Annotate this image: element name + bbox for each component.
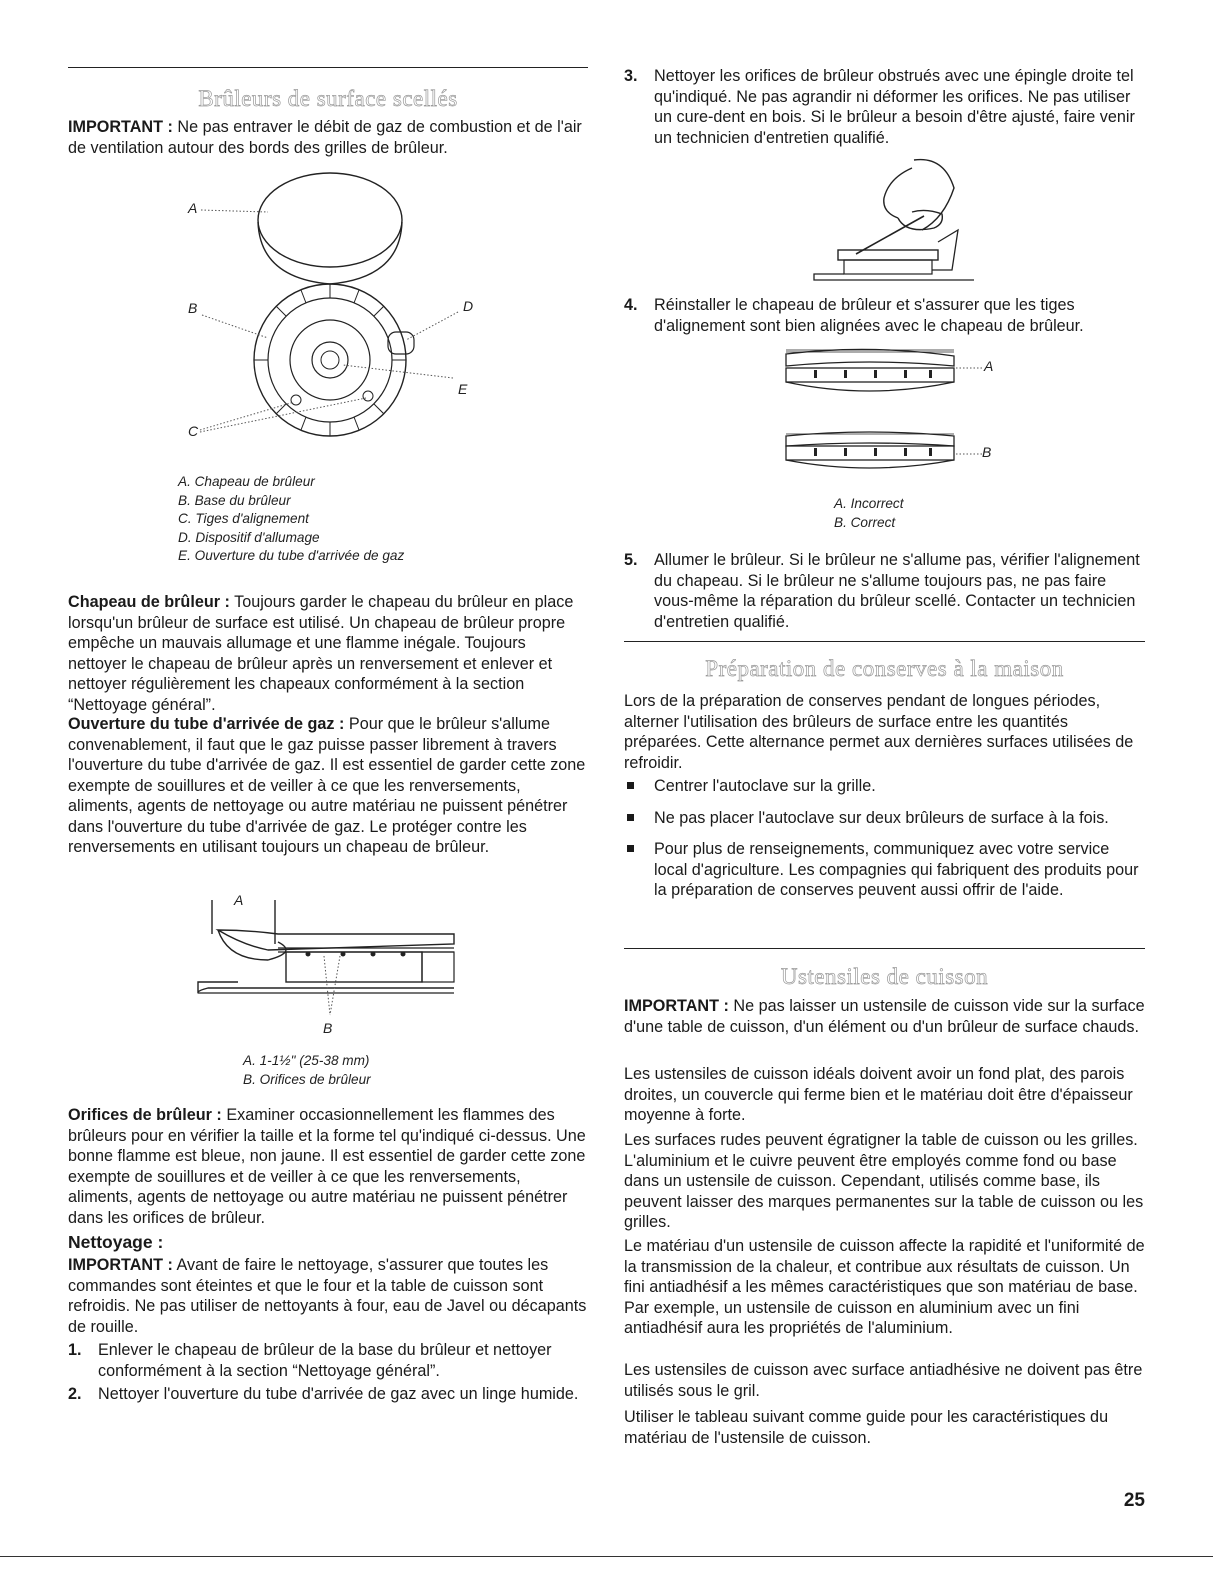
step-number: 1.: [68, 1341, 82, 1359]
important-note: [68, 117, 588, 158]
cleaning-heading: Nettoyage :: [68, 1232, 164, 1252]
canning-intro: Lors de la préparation de conserves pendant de longues périodes, alterner l'utilisation des brûleurs de surface entre les quantités préparées. Cette alternance permet aux dernières surfaces utilisées de refroidir.: [624, 692, 1134, 772]
alignment-caption-b: B. Correct: [834, 514, 896, 530]
burner-parts-illustration: [68, 160, 588, 470]
cookware-paragraph-3: Le matériau d'un ustensile de cuisson affecte la rapidité et l'uniformité de la transmission de la chaleur, et contribue aux résultats de cuisson. Un fini antiadhésif a les mêmes caractéristiques que son matériau de base. Par exemple, un ustensile de cuisson en aluminium avec un fini antiadhésif aura les propriétés de l'aluminium.: [624, 1237, 1145, 1337]
alignment-captions: [834, 495, 904, 532]
canning-bullet-1: [624, 776, 1145, 797]
bullet-text: Centrer l'autoclave sur la grille.: [654, 777, 876, 795]
alignment-caption-a: A. Incorrect: [834, 496, 904, 511]
bullet-square: [627, 845, 634, 852]
cleaning-step-5: [624, 550, 1145, 632]
section-title-sealed-burners: Brûleurs de surface scellés: [198, 86, 458, 111]
step-number: 4.: [624, 296, 638, 314]
canning-bullet-2: [624, 808, 1145, 829]
pin-cleaning-illustration: [794, 158, 994, 284]
caption-d: D. Dispositif d'allumage: [178, 529, 320, 545]
cleaning-steps-left: [68, 1340, 588, 1405]
bullet-text: Pour plus de renseignements, communiquez avec votre service local d'agriculture. Les compagnies qui fabriquent des produits pour la préparation de conserves peuvent aussi offrir de l'aide.: [654, 840, 1139, 899]
section-rule: [624, 641, 1145, 642]
cap-height-illustration: [68, 890, 588, 1040]
cleaning-step-3: [624, 66, 1145, 148]
cookware-paragraph-1: Les ustensiles de cuisson idéals doivent avoir un fond plat, des parois droites, un couvercle qui ferme bien et le matériau doit être d'épaisseur moyenne à forte.: [624, 1065, 1133, 1124]
burner-parts-figure: [68, 160, 588, 470]
caption2-a: A. 1-1½" (25-38 mm): [243, 1053, 370, 1068]
step-text: Enlever le chapeau de brûleur de la base du brûleur et nettoyer conformément à la section “Nettoyage général”.: [98, 1341, 552, 1380]
cleaning-important-text: Avant de faire le nettoyage, s'assurer que toutes les commandes sont éteintes et que le four et la table de cuisson sont refroidis. Ne pas utiliser de nettoyants à four, eau de Javel ou décapants de rouille.: [68, 1256, 587, 1336]
step-text: Réinstaller le chapeau de brûleur et s'assurer que les tiges d'alignement sont bien alignées avec le chapeau de brûleur.: [654, 296, 1084, 335]
cleaning-important-label: IMPORTANT :: [68, 1256, 173, 1274]
figure-label-c: C: [188, 423, 199, 439]
important-label: IMPORTANT :: [68, 118, 173, 136]
cap-alignment-illustration: [774, 342, 1014, 492]
caption-b: B. Base du brûleur: [178, 492, 291, 508]
cleaning-step-4-list: [624, 295, 1145, 336]
cleaning-step-5-list: [624, 550, 1145, 632]
section-title-canning: Préparation de conserves à la maison: [705, 656, 1064, 681]
step-text: Allumer le brûleur. Si le brûleur ne s'allume pas, vérifier l'alignement du chapeau. Si le brûleur ne s'allume toujours pas, ne pas faire vous-même la réparation du brûleur scellé. Contacter un technicien d'entretien qualifié.: [654, 551, 1140, 631]
step-text: Nettoyer les orifices de brûleur obstrués avec une épingle droite tel qu'indiqué. Ne pas agrandir ni déformer les orifices. Ne pas utiliser un cure-dent en bois. Si le brûleur a besoin d'être ajusté, faire venir un technicien d'entretien qualifié.: [654, 67, 1135, 147]
bottom-rule: [0, 1556, 1213, 1557]
figure-captions: [178, 473, 404, 566]
bullet-square: [627, 782, 634, 789]
cap-height-figure: [68, 890, 588, 1040]
page-number: 25: [1123, 1490, 1145, 1511]
cookware-important: [624, 996, 1145, 1037]
caption-e: E. Ouverture du tube d'arrivée de gaz: [178, 548, 405, 563]
burner-cap-label: Chapeau de brûleur :: [68, 593, 230, 611]
cookware-important-text: Ne pas laisser un ustensile de cuisson vide sur la surface d'une table de cuisson, d'un élément ou d'un brûleur de surface chauds.: [624, 997, 1145, 1036]
alignment-label-a: A: [984, 358, 994, 374]
step-number: 3.: [624, 67, 638, 85]
section-title-cookware: Ustensiles de cuisson: [780, 964, 989, 989]
cookware-paragraph-4: Les ustensiles de cuisson avec surface antiadhésive ne doivent pas être utilisés sous le gril.: [624, 1361, 1143, 1400]
burner-cap-text: Toujours garder le chapeau du brûleur en place lorsqu'un brûleur de surface est utilisé. Un chapeau de brûleur propre empêche un mauvais allumage et une flamme inégale. Toujours nettoyer le chapeau de brûleur après un renversement et enlever et nettoyer régulièrement les chapeaux conformément à la section “Nettoyage général”.: [68, 593, 574, 714]
step-number: 2.: [68, 1385, 82, 1403]
cookware-paragraph-2: Les surfaces rudes peuvent égratigner la table de cuisson ou les grilles. L'aluminium et le cuivre peuvent être employés comme fond ou base dans un ustensile de cuisson. Cependant, utilisés comme base, ils peuvent laisser des marques permanentes sur la table de cuisson ou les grilles.: [624, 1131, 1144, 1231]
step-number: 5.: [624, 551, 638, 569]
gas-tube-paragraph: [68, 714, 588, 858]
figure-label-e: E: [458, 381, 468, 397]
bullet-text: Ne pas placer l'autoclave sur deux brûleurs de surface à la fois.: [654, 808, 1109, 827]
gas-tube-label: Ouverture du tube d'arrivée de gaz :: [68, 715, 345, 733]
cleaning-step-1: [68, 1340, 588, 1381]
figure-label-a: A: [188, 200, 198, 216]
figure2-captions: [243, 1052, 371, 1089]
section-rule: [624, 948, 1145, 949]
cleaning-step-4: [624, 295, 1145, 336]
section-rule: [68, 67, 588, 68]
caption-a: A. Chapeau de brûleur: [178, 474, 315, 489]
cleaning-step-2: [68, 1384, 588, 1405]
cleaning-important: [68, 1255, 588, 1337]
gas-tube-text: Pour que le brûleur s'allume convenablement, il faut que le gaz puisse passer librement à travers l'ouverture du tube d'arrivée de gaz. Il est essentiel de garder cette zone exempte de souillures et de veiller à ce que les renversements, aliments, agents de nettoyage ou autre matériau ne puissent pénétrer dans l'ouverture du tube d'arrivée de gaz. Le protéger contre les renversements en utilisant toujours un chapeau de brûleur.: [68, 715, 586, 856]
important-text: Ne pas entraver le débit de gaz de combustion et de l'air de ventilation autour des bords des grilles de brûleur.: [68, 118, 582, 157]
canning-bullets: [624, 776, 1145, 901]
orifices-text: Examiner occasionnellement les flammes des brûleurs pour en vérifier la taille et la forme tel qu'indiqué ci-dessus. Une bonne flamme est bleue, non jaune. Il est essentiel de garder cette zone exempte de souillures et de veiller à ce que les renversements, aliments, agents de nettoyage ou autre matériau ne puissent pénétrer dans les orifices de brûleur.: [68, 1106, 586, 1227]
caption2-b: B. Orifices de brûleur: [243, 1071, 371, 1087]
bullet-square: [627, 814, 634, 821]
orifices-paragraph: [68, 1105, 588, 1228]
figure2-label-a: A: [234, 892, 244, 908]
pin-cleaning-figure: [794, 158, 994, 284]
cookware-important-label: IMPORTANT :: [624, 997, 729, 1015]
cleaning-step-3-list: [624, 66, 1145, 148]
figure-label-d: D: [463, 298, 474, 314]
figure2-label-b: B: [323, 1020, 333, 1036]
canning-bullet-3: [624, 839, 1145, 901]
cookware-paragraph-5: Utiliser le tableau suivant comme guide pour les caractéristiques du matériau de l'ustensile de cuisson.: [624, 1408, 1109, 1447]
cap-alignment-figure: [774, 342, 1014, 492]
alignment-label-b: B: [982, 444, 992, 460]
figure-label-b: B: [188, 300, 198, 316]
caption-c: C. Tiges d'alignement: [178, 511, 309, 526]
step-text: Nettoyer l'ouverture du tube d'arrivée de gaz avec un linge humide.: [98, 1385, 579, 1403]
orifices-label: Orifices de brûleur :: [68, 1106, 222, 1124]
burner-cap-paragraph: [68, 592, 588, 715]
